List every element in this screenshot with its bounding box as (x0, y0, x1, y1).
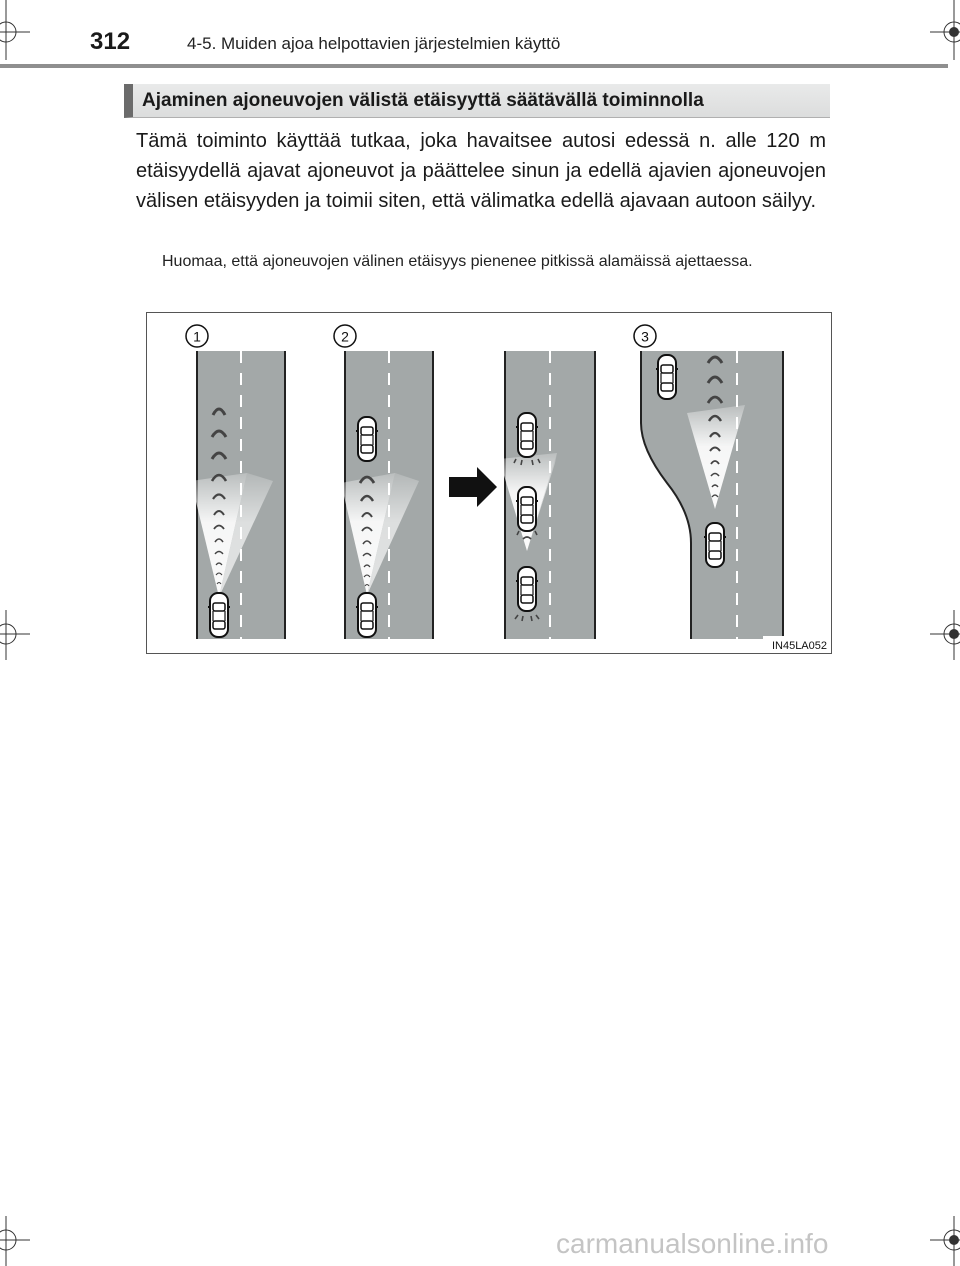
figure-label-3 (634, 325, 656, 347)
own-car-1 (208, 593, 230, 637)
figure-label-1 (186, 325, 208, 347)
own-car-3 (516, 487, 538, 531)
crop-mark-bottom-right (920, 1216, 960, 1266)
radar-illustration (146, 312, 832, 654)
crop-mark-top-right (920, 0, 960, 60)
header-rule (0, 64, 948, 68)
figure-label-3-text: 3 (641, 328, 649, 345)
following-car-3 (516, 567, 538, 611)
section-heading-bar (124, 84, 830, 118)
note-paragraph: Huomaa, että ajoneuvojen välinen etäisyys pienenee pitkissä alamäissä ajettaessa. (162, 253, 753, 270)
crop-mark-mid-left (0, 610, 30, 660)
watermark: carmanualsonline.info (556, 1228, 829, 1259)
lead-car-2 (356, 417, 378, 461)
transition-arrow (449, 467, 497, 507)
page-number: 312 (90, 28, 131, 55)
lead-car-3 (516, 413, 538, 457)
own-car-2 (356, 593, 378, 637)
figure-label-1-text: 1 (193, 328, 201, 345)
crop-mark-bottom-left (0, 1216, 30, 1266)
figure-label-2-text: 2 (341, 328, 349, 345)
crop-mark-mid-right (920, 610, 960, 660)
figure-code: IN45LA052 (771, 640, 827, 652)
chapter-header: 4-5. Muiden ajoa helpottavien järjestelmien käyttö (187, 34, 561, 53)
figure-label-2 (334, 325, 356, 347)
crop-mark-top-left (0, 0, 30, 60)
side-car-4 (656, 355, 678, 399)
intro-paragraph: Tämä toiminto käyttää tutkaa, joka havaitsee autosi edessä n. alle 120 m etäisyydellä ajavat ajoneuvot ja päättelee sinun ja edellä ajavien ajoneuvojen välisen etäisyyden ja toimii siten, että välimatka edellä ajavaan autoon säilyy. (136, 130, 826, 212)
section-title: Ajaminen ajoneuvojen välistä etäisyyttä säätävällä toiminnolla (142, 90, 704, 111)
radar-diagram (147, 313, 833, 655)
own-car-4 (704, 523, 726, 567)
